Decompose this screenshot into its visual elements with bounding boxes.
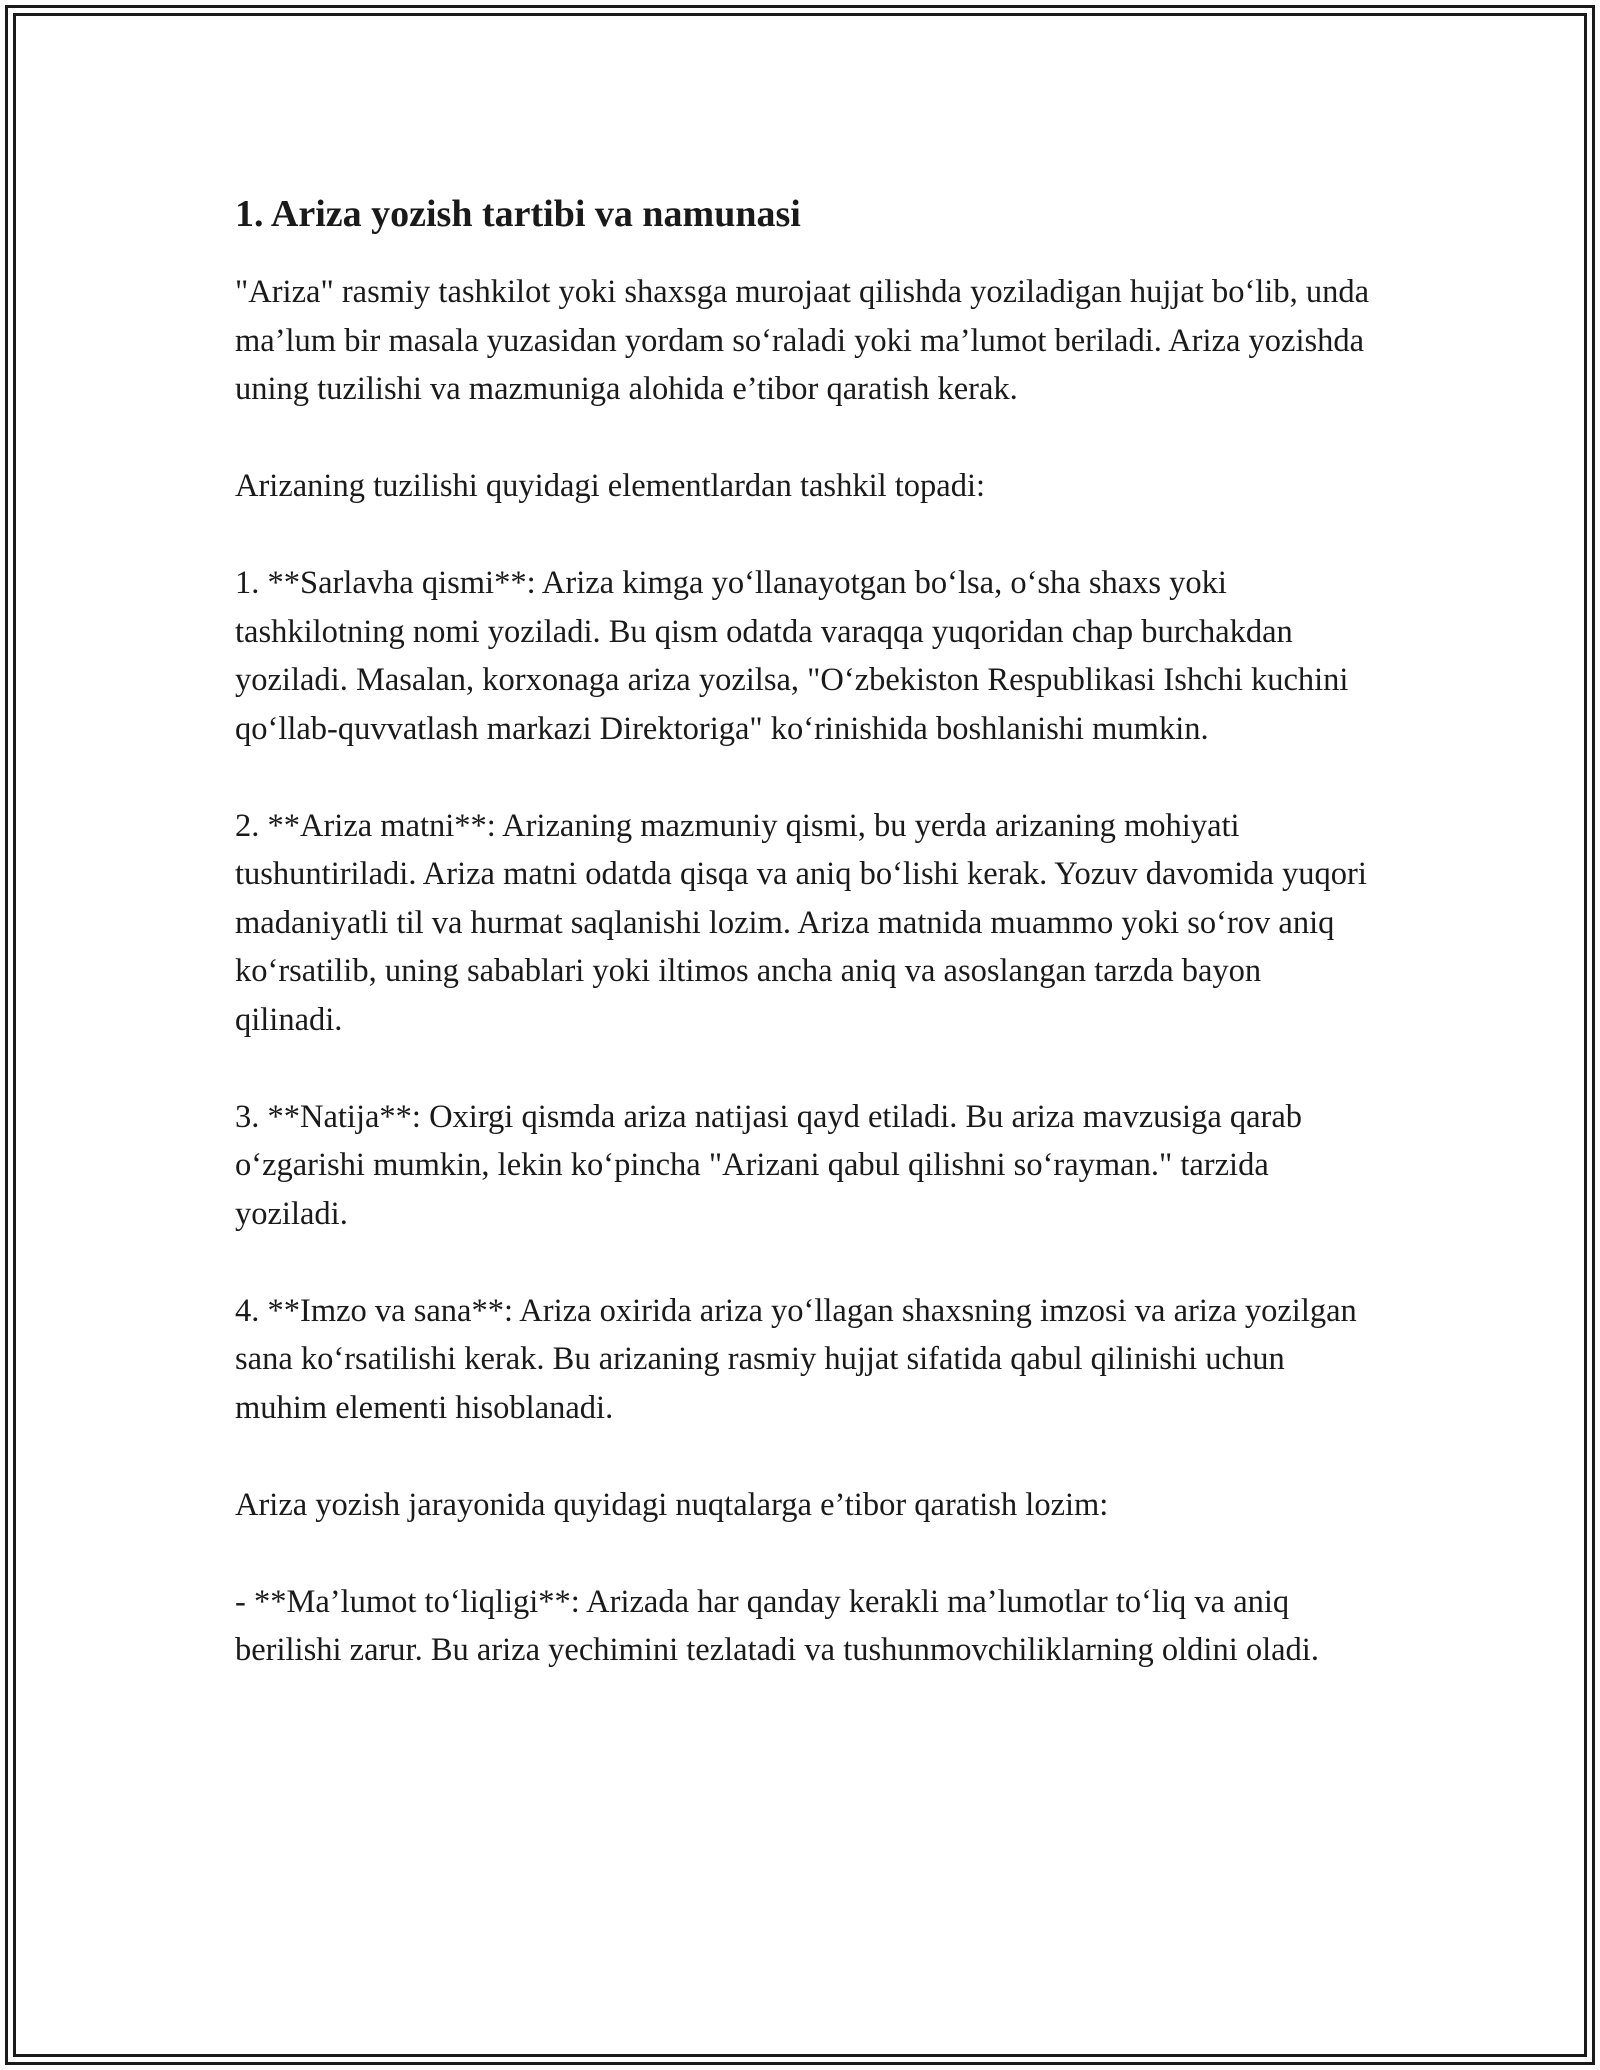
paragraph-bullet-completeness: - **Ma’lumot to‘liqligi**: Arizada har qanday kerakli ma’lumotlar to‘liq va aniq berilishi zarur. Bu ariza yechimini tezlatadi va tushunmovchiliklarning oldini oladi. xyxy=(235,1583,1319,1668)
paragraph-item-body: 2. **Ariza matni**: Arizaning mazmuniy qismi, bu yerda arizaning mohiyati tushuntiriladi. Ariza matni odatda qisqa va aniq bo‘lishi kerak. Yozuv davomida yuqori madaniyatli til va hurmat saqlanishi lozim. Ariza matnida muammo yoki so‘rov aniq ko‘rsatilib, uning sabablari yoki iltimos ancha aniq va asoslangan tarzda bayon qilinadi. xyxy=(235,807,1367,1038)
document-title: 1. Ariza yozish tartibi va namunasi xyxy=(235,193,801,235)
paragraph-attention-lead: Ariza yozish jarayonida quyidagi nuqtalarga e’tibor qaratish lozim: xyxy=(235,1486,1109,1523)
paragraph-item-result: 3. **Natija**: Oxirgi qismda ariza natijasi qayd etiladi. Bu ariza mavzusiga qarab o‘zgarishi mumkin, lekin ko‘pincha "Arizani qabul qilishni so‘rayman." tarzida yoziladi. xyxy=(235,1098,1303,1232)
paragraph-item-signature: 4. **Imzo va sana**: Ariza oxirida ariza yo‘llagan shaxsning imzosi va ariza yozilgan sana ko‘rsatilishi kerak. Bu arizaning rasmiy hujjat sifatida qabul qilinishi uchun muhim elementi hisoblanadi. xyxy=(235,1292,1357,1426)
paragraph-intro: "Ariza" rasmiy tashkilot yoki shaxsga murojaat qilishda yoziladigan hujjat bo‘lib, unda ma’lum bir masala yuzasidan yordam so‘raladi yoki ma’lumot beriladi. Ariza yozishda uning tuzilishi va mazmuniga alohida e’tibor qaratish kerak. xyxy=(235,274,1370,407)
paragraph-structure-lead: Arizaning tuzilishi quyidagi elementlardan tashkil topadi: xyxy=(235,468,986,504)
document-body xyxy=(235,186,1370,1723)
paragraph-item-heading: 1. **Sarlavha qismi**: Ariza kimga yo‘llanayotgan bo‘lsa, o‘sha shaxs yoki tashkilotning nomi yoziladi. Bu qism odatda varaqqa yuqoridan chap burchakdan yoziladi. Masalan, korxonaga ariza yozilsa, "O‘zbekiston Respublikasi Ishchi kuchini qo‘llab-quvvatlash markazi Direktoriga" ko‘rinishida boshlanishi mumkin. xyxy=(235,565,1349,747)
